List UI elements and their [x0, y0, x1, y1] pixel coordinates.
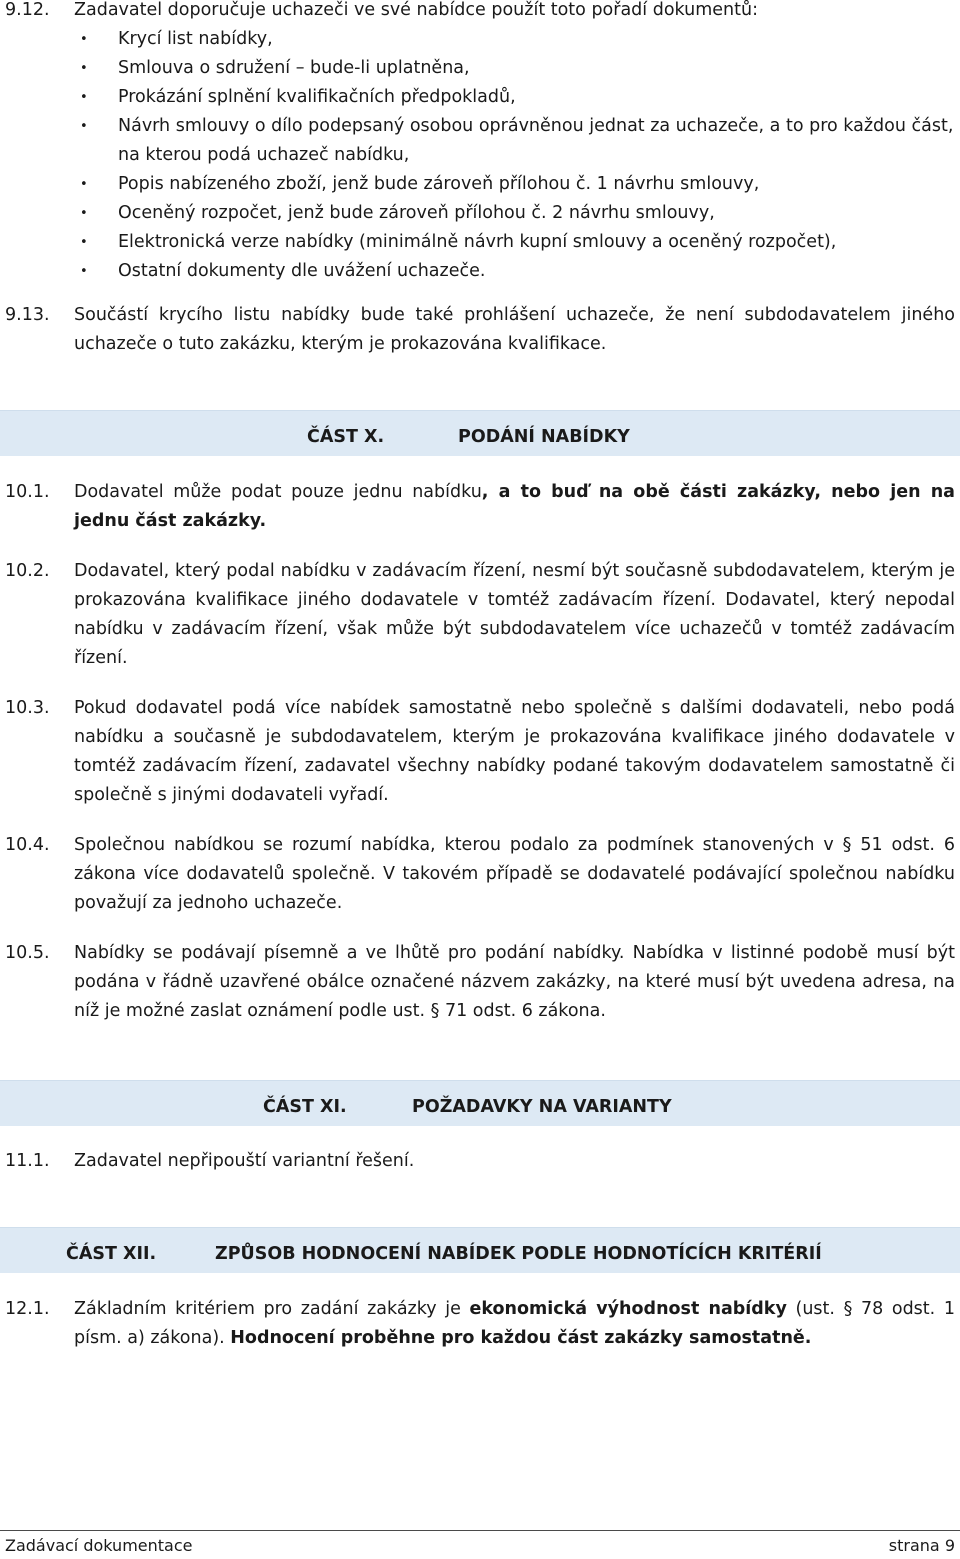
section-10-3-text: Pokud dodavatel podá více nabídek samostatně nebo společně s dalšími dodavateli, nebo podá nabídku a současně je subdodavatelem, kterým je prokazována kvalifikace jiného dodavatele v tomtéž zadávacím řízení, zadavatel všechny nabídky podané takovým dodavatelem samostatně či společně s jinými dodavateli vyřadí.: [74, 698, 955, 805]
part-xii-title: ZPŮSOB HODNOCENÍ NABÍDEK PODLE HODNOTÍCÍCH KRITÉRIÍ: [215, 1244, 822, 1264]
section-10-4-text: Společnou nabídkou se rozumí nabídka, kterou podalo za podmínek stanovených v § 51 odst. 6 zákona více dodavatelů společně. V takovém případě se dodavatelé podávající společnou nabídku považují za jednoho uchazeče.: [74, 835, 955, 913]
bullet-icon: •: [80, 32, 88, 47]
page-footer: [0, 1530, 960, 1555]
list-item: • Ostatní dokumenty dle uvážení uchazeče.: [74, 257, 955, 286]
section-10-2-text: Dodavatel, který podal nabídku v zadávacím řízení, nesmí být současně subdodavatelem, kterým je prokazována kvalifikace jiného dodavatele v tomtéž zadávacím řízení. Dodavatel, který nepodal nabídku v zadávacím řízení, však může být subdodavatelem více uchazečů v tomtéž zadávacím řízení.: [74, 561, 955, 668]
document-order-list: [74, 25, 955, 286]
section-number-12-1: 12.1.: [5, 1299, 50, 1319]
bullet-icon: •: [80, 264, 88, 279]
section-number-9-12: 9.12.: [5, 0, 50, 20]
section-10-1-text: Dodavatel může podat pouze jednu nabídku, a to buď na obě části zakázky, nebo jen na jednu část zakázky.: [74, 482, 955, 531]
part-xi-title: POŽADAVKY NA VARIANTY: [412, 1097, 672, 1117]
bullet-icon: •: [80, 90, 88, 105]
section-9-13-text: Součástí krycího listu nabídky bude také prohlášení uchazeče, že není subdodavatelem jiného uchazeče o tuto zakázku, kterým je prokazována kvalifikace.: [74, 305, 955, 354]
section-12-1-text: Základním kritériem pro zadání zakázky je ekonomická výhodnost nabídky (ust. § 78 odst. 1 písm. a) zákona). Hodnocení proběhne pro každou část zakázky samostatně.: [74, 1299, 955, 1348]
list-item: • Prokázání splnění kvalifikačních předpokladů,: [74, 83, 955, 112]
bullet-icon: •: [80, 61, 88, 76]
section-number-10-3: 10.3.: [5, 698, 50, 718]
footer-page-number: strana 9: [888, 1536, 955, 1555]
section-number-10-2: 10.2.: [5, 561, 50, 581]
section-number-10-1: 10.1.: [5, 482, 50, 502]
list-item: • Oceněný rozpočet, jenž bude zároveň přílohou č. 2 návrhu smlouvy,: [74, 199, 955, 228]
section-11-1-text: Zadavatel nepřipouští variantní řešení.: [74, 1151, 415, 1171]
part-x-title: PODÁNÍ NABÍDKY: [458, 427, 630, 447]
bullet-icon: •: [80, 119, 88, 134]
list-item: • Popis nabízeného zboží, jenž bude zároveň přílohou č. 1 návrhu smlouvy,: [74, 170, 955, 199]
list-item: • Krycí list nabídky,: [74, 25, 955, 54]
part-xii-label: ČÁST XII.: [66, 1244, 157, 1264]
section-10-5-text: Nabídky se podávají písemně a ve lhůtě pro podání nabídky. Nabídka v listinné podobě musí být podána v řádně uzavřené obálce označené názvem zakázky, na které musí být uvedena adresa, na níž je možné zaslat oznámení podle ust. § 71 odst. 6 zákona.: [74, 943, 955, 1021]
list-item: • Smlouva o sdružení – bude-li uplatněna,: [74, 54, 955, 83]
section-number-11-1: 11.1.: [5, 1151, 50, 1171]
bullet-icon: •: [80, 177, 88, 192]
part-x-label: ČÁST X.: [307, 427, 385, 447]
section-number-9-13: 9.13.: [5, 305, 50, 325]
part-xi-label: ČÁST XI.: [263, 1097, 347, 1117]
bullet-icon: •: [80, 206, 88, 221]
list-item: • Elektronická verze nabídky (minimálně návrh kupní smlouvy a oceněný rozpočet),: [74, 228, 955, 257]
footer-document-title: Zadávací dokumentace: [5, 1536, 193, 1555]
bullet-icon: •: [80, 235, 88, 250]
section-9-12-intro: Zadavatel doporučuje uchazeči ve své nabídce použít toto pořadí dokumentů:: [74, 0, 758, 20]
section-number-10-5: 10.5.: [5, 943, 50, 963]
list-item: • Návrh smlouvy o dílo podepsaný osobou oprávněnou jednat za uchazeče, a to pro každou část, na kterou podá uchazeč nabídku,: [74, 112, 955, 170]
section-number-10-4: 10.4.: [5, 835, 50, 855]
